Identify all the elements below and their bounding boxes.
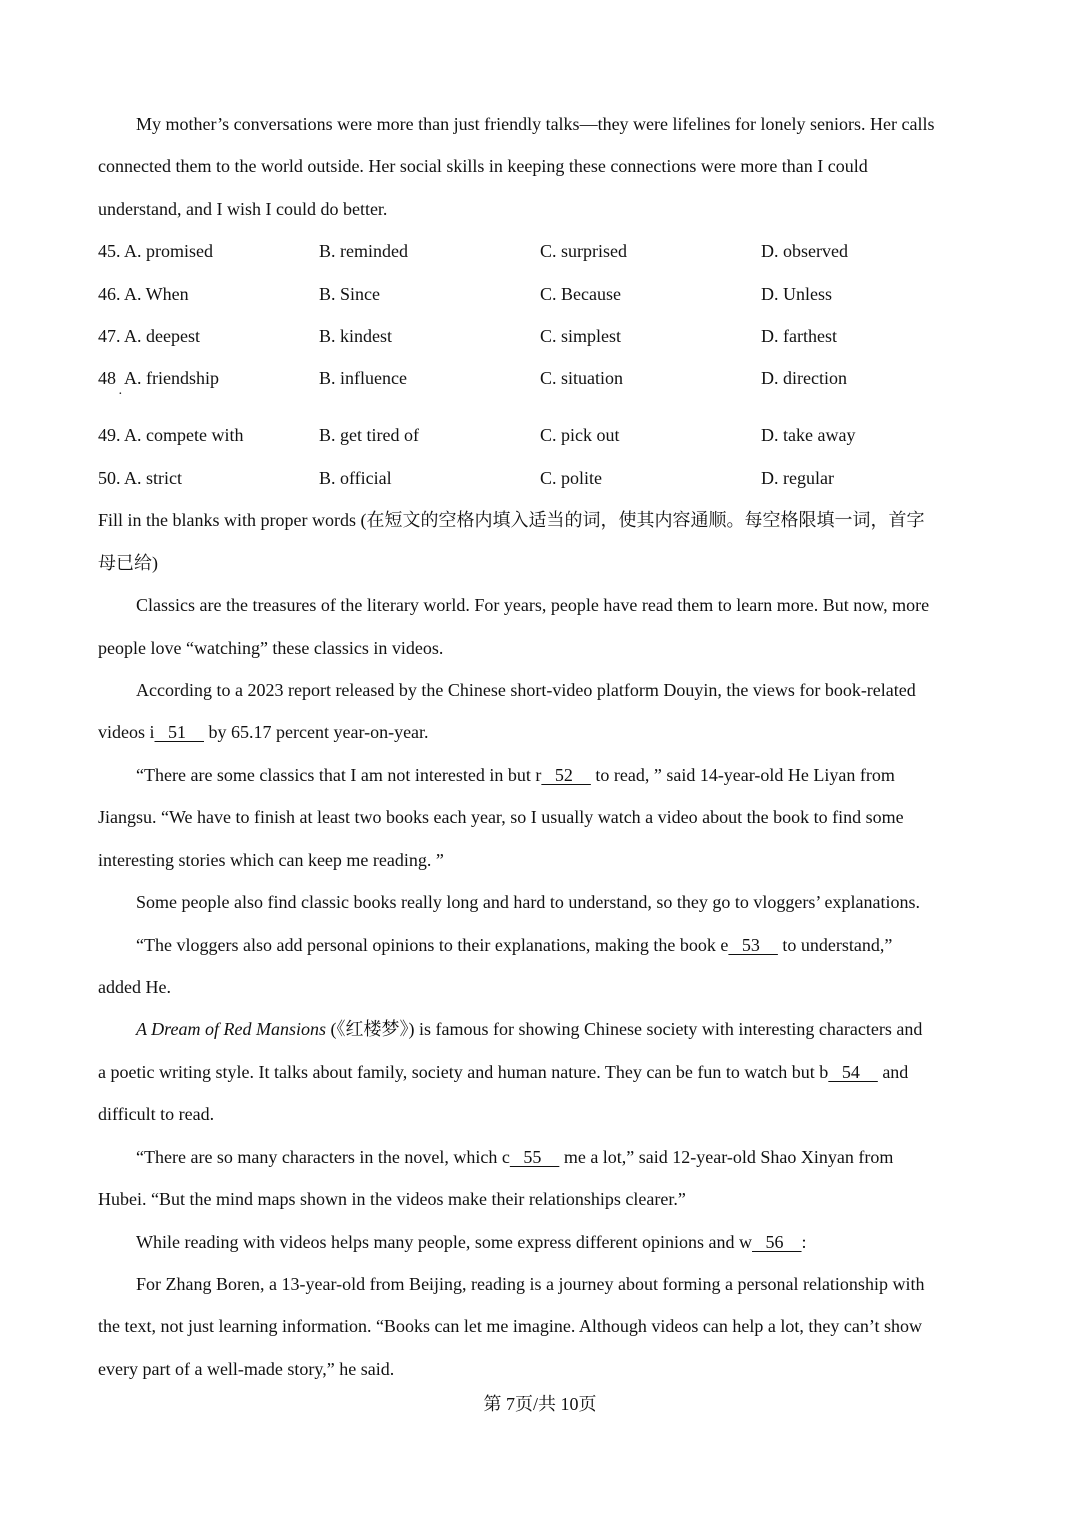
- option-d: D. direction: [761, 368, 847, 388]
- article-line: [136, 933, 892, 957]
- article-line: Hubei. “But the mind maps shown in the videos make their relationships clearer.”: [98, 1189, 686, 1209]
- article-line: Classics are the treasures of the literary world. For years, people have read them to learn more. But now, more: [136, 595, 930, 615]
- text-run: me a lot,” said 12-year-old Shao Xinyan from: [559, 1147, 894, 1167]
- blank-55[interactable]: 55: [509, 1147, 560, 1167]
- article-line: [98, 1060, 908, 1084]
- option-b: B. kindest: [319, 326, 393, 346]
- option-a: 46. A. When: [98, 284, 189, 304]
- option-c: C. situation: [540, 368, 624, 388]
- blank-51[interactable]: 51: [154, 722, 204, 742]
- section-instruction: Fill in the blanks with proper words (在短文的空格内填入适当的词，使其内容通顺。每空格限填一词，首字: [98, 510, 925, 530]
- option-b: B. influence: [319, 368, 407, 388]
- book-title: A Dream of Red Mansions: [136, 1019, 326, 1039]
- text-run: :: [801, 1232, 807, 1252]
- article-line: the text, not just learning information. “Books can let me imagine. Although videos can help a lot, they can’t show: [98, 1316, 922, 1336]
- option-c: C. simplest: [540, 326, 622, 346]
- text-run: and: [877, 1062, 909, 1082]
- option-c: C. pick out: [540, 425, 620, 445]
- option-d: D. take away: [761, 425, 856, 445]
- option-d: D. observed: [761, 241, 848, 261]
- passage-line: understand, and I wish I could do better.: [98, 199, 388, 219]
- option-b: B. official: [319, 468, 392, 488]
- option-a: 47. A. deepest: [98, 326, 200, 346]
- text-run: to understand,”: [777, 935, 893, 955]
- option-a: 45. A. promised: [98, 241, 213, 261]
- text-run: videos i: [98, 722, 155, 742]
- blank-56[interactable]: 56: [752, 1232, 802, 1252]
- text-run: “There are so many characters in the novel, which c: [136, 1147, 510, 1167]
- option-a: 50. A. strict: [98, 468, 182, 488]
- blank-53[interactable]: 53: [728, 935, 778, 955]
- text-run: by 65.17 percent year-on-year.: [204, 722, 429, 742]
- option-d: D. Unless: [761, 284, 832, 304]
- option-c: C. polite: [540, 468, 602, 488]
- passage-line: connected them to the world outside. Her social skills in keeping these connections were more than I could: [98, 156, 868, 176]
- article-line: [98, 720, 429, 744]
- text-run: (《红楼梦》) is famous for showing Chinese society with interesting characters and: [325, 1019, 923, 1039]
- page-number-footer: 第 7页/共 10页: [483, 1394, 597, 1414]
- article-line: interesting stories which can keep me reading. ”: [98, 850, 444, 870]
- option-b: B. reminded: [319, 241, 408, 261]
- option-a: 48 A. friendship: [98, 368, 219, 388]
- text-run: While reading with videos helps many people, some express different opinions and w: [136, 1232, 753, 1252]
- option-b: B. Since: [319, 284, 380, 304]
- article-line: [136, 1145, 893, 1169]
- option-d: D. farthest: [761, 326, 837, 346]
- option-b: B. get tired of: [319, 425, 419, 445]
- article-line: people love “watching” these classics in videos.: [98, 638, 444, 658]
- article-line: every part of a well-made story,” he said.: [98, 1359, 395, 1379]
- article-line: [136, 763, 895, 787]
- stray-dot-mark: ·: [118, 387, 123, 402]
- article-line: Jiangsu. “We have to finish at least two books each year, so I usually watch a video about the book to find some: [98, 807, 904, 827]
- blank-52[interactable]: 52: [541, 765, 591, 785]
- text-run: to read, ” said 14-year-old He Liyan from: [590, 765, 895, 785]
- section-instruction: 母已给): [98, 553, 158, 573]
- passage-line: My mother’s conversations were more than just friendly talks—they were lifelines for lonely seniors. Her calls: [136, 114, 935, 134]
- article-line: [136, 1017, 922, 1041]
- text-run: “There are some classics that I am not interested in but r: [136, 765, 542, 785]
- option-c: C. Because: [540, 284, 621, 304]
- article-line: Some people also find classic books really long and hard to understand, so they go to vloggers’ explanations.: [136, 892, 921, 912]
- article-line: [136, 1230, 807, 1254]
- article-line: According to a 2023 report released by the Chinese short-video platform Douyin, the views for book-related: [136, 680, 916, 700]
- article-line: added He.: [98, 977, 171, 997]
- article-line: difficult to read.: [98, 1104, 215, 1124]
- text-run: “The vloggers also add personal opinions to their explanations, making the book e: [136, 935, 729, 955]
- blank-54[interactable]: 54: [828, 1062, 878, 1082]
- text-run: a poetic writing style. It talks about family, society and human nature. They can be fun to watch but b: [98, 1062, 829, 1082]
- option-d: D. regular: [761, 468, 834, 488]
- option-c: C. surprised: [540, 241, 627, 261]
- option-a: 49. A. compete with: [98, 425, 244, 445]
- article-line: For Zhang Boren, a 13-year-old from Beijing, reading is a journey about forming a personal relationship with: [136, 1274, 925, 1294]
